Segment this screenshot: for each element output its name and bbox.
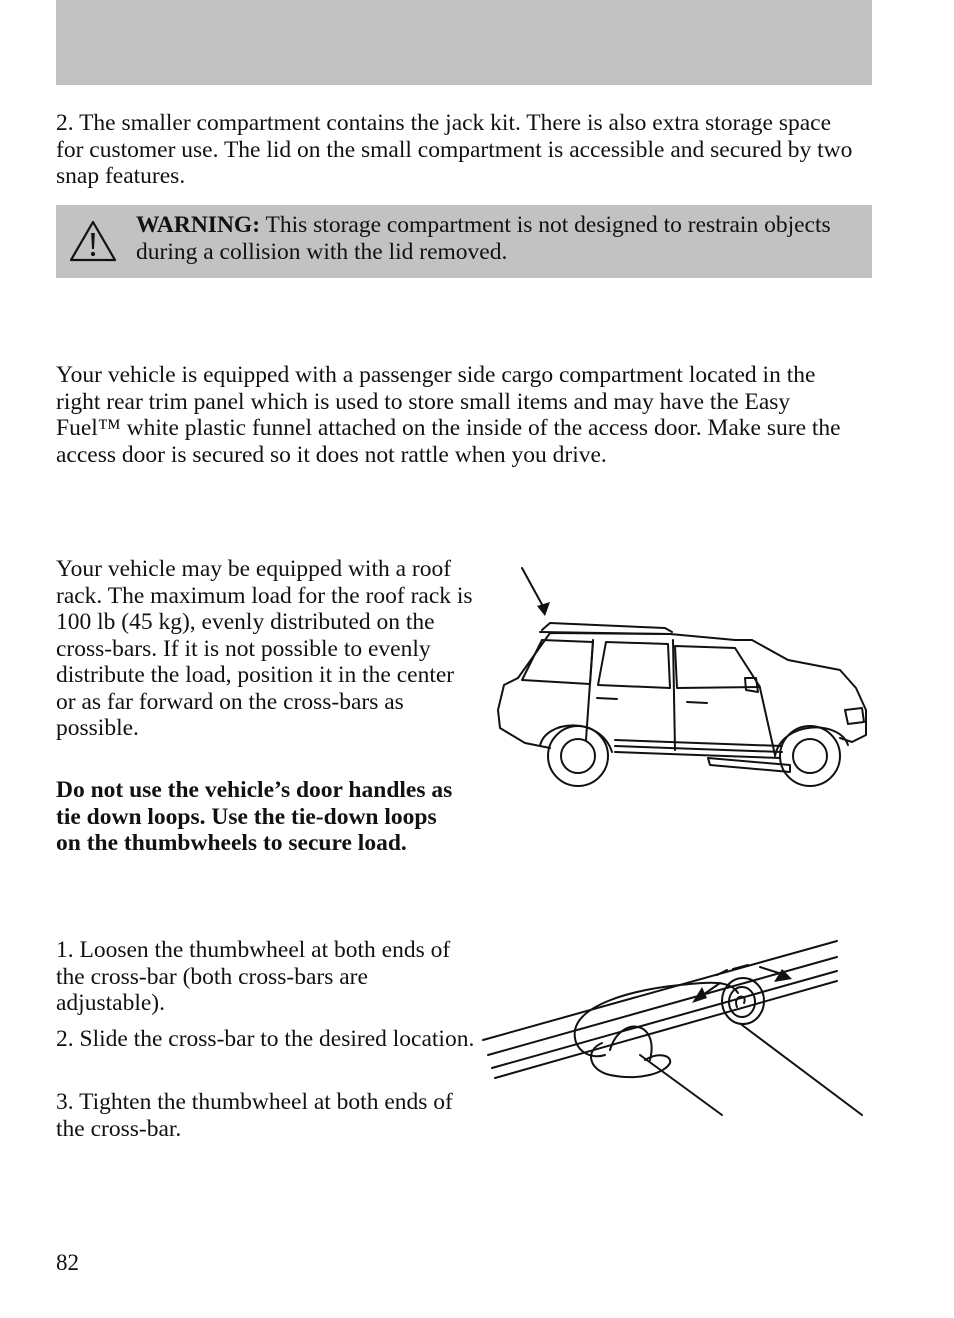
vehicle-roof-rack-illustration [490, 560, 875, 795]
warning-triangle-icon [68, 219, 118, 263]
crossbar-thumbwheel-illustration [480, 935, 865, 1125]
warning-box [56, 205, 872, 278]
warning-message: This storage compartment is not designed to restrain objects during a collision with the lid removed. [136, 212, 831, 265]
step-1: 1. Loosen the thumbwheel at both ends of the cross-bar (both cross-bars are adjustable). [56, 937, 451, 1016]
roof-rack-caution: Do not use the vehicle’s door handles as tie down loops. Use the tie-down loops on the thumbwheels to secure load. [56, 777, 453, 856]
roof-rack-paragraph: Your vehicle may be equipped with a roof rack. The maximum load for the roof rack is 100 lb (45 kg), evenly distributed on the cross-bars. If it is not possible to evenly distribute the load, position it in the center or as far forward on the cross-bars as possible. [56, 556, 473, 741]
step-3: 3. Tighten the thumbwheel at both ends of the cross-bar. [56, 1089, 453, 1142]
cargo-compartment-paragraph: Your vehicle is equipped with a passenger side cargo compartment located in the right rear trim panel which is used to store small items and may have the Easy Fuel™ white plastic funnel attached on the inside of the access door. Make sure the access door is secured so it does not rattle when you drive. [56, 362, 841, 468]
header-bar [56, 0, 872, 85]
jack-kit-paragraph: 2. The smaller compartment contains the jack kit. There is also extra storage space for customer use. The lid on the small compartment is accessible and secured by two snap features. [56, 110, 853, 189]
warning-text [136, 212, 836, 265]
page-number: 82 [56, 1250, 79, 1275]
step-2: 2. Slide the cross-bar to the desired location. [56, 1026, 475, 1052]
warning-label: WARNING: [136, 212, 261, 238]
